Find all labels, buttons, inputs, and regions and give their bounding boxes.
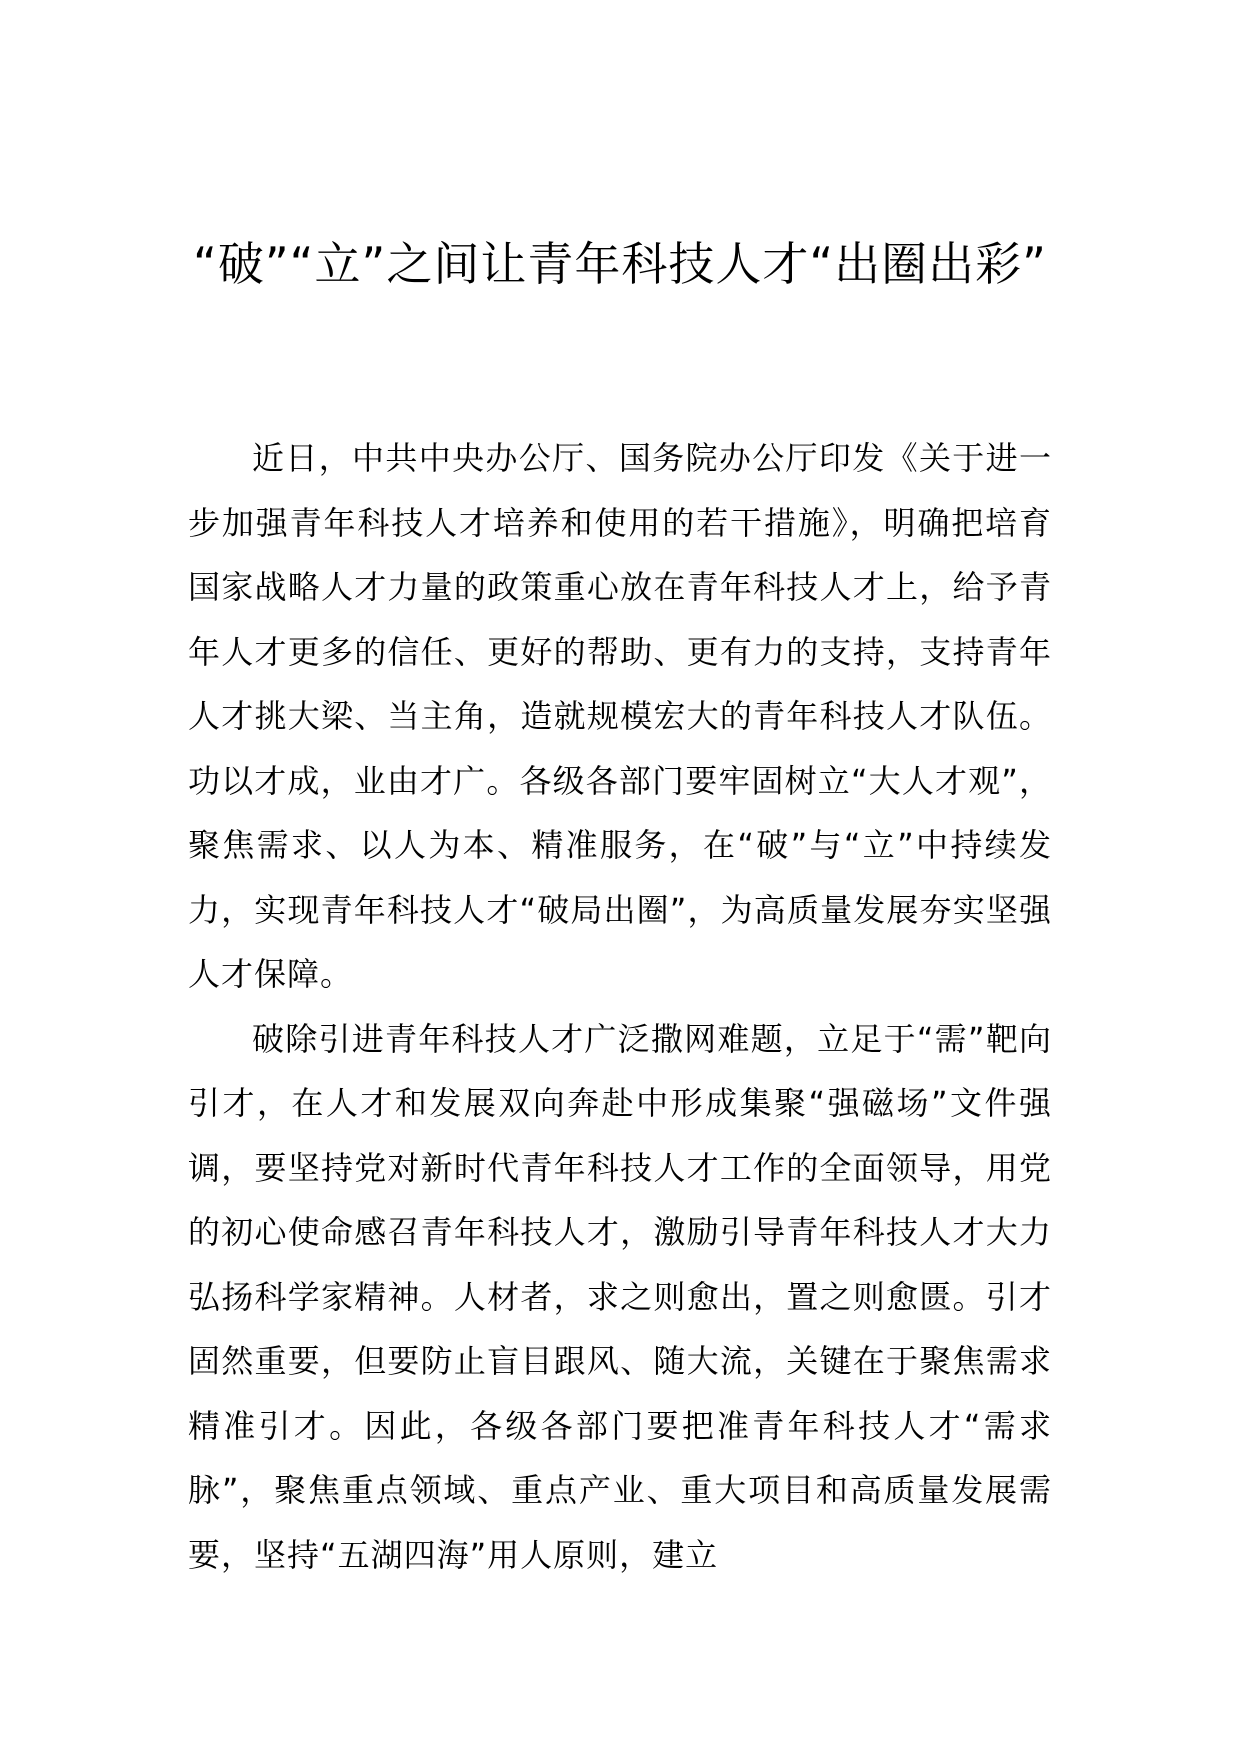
document-title: “破”“立”之间让青年科技人才“出圈出彩” xyxy=(193,237,1047,291)
paragraph-2: 破除引进青年科技人才广泛撒网难题，立足于“需”靶向引才，在人才和发展双向奔赴中形成集聚“强磁场”文件强调，要坚持党对新时代青年科技人才工作的全面领导，用党的初心使命感召青年科技人才，激励引导青年科技人才大力弘扬科学家精神。人材者，求之则愈出，置之则愈匮。引才固然重要，但要防止盲目跟风、随大流，关键在于聚焦需求精准引才。因此，各级各部门要把准青年科技人才“需求脉”，聚焦重点领域、重点产业、重大项目和高质量发展需要，坚持“五湖四海”用人原则，建立 xyxy=(188,1019,1052,1574)
document-body xyxy=(188,426,1052,1587)
paragraph-1: 近日，中共中央办公厅、国务院办公厅印发《关于进一步加强青年科技人才培养和使用的若干措施》，明确把培育国家战略人才力量的政策重心放在青年科技人才上，给予青年人才更多的信任、更好的帮助、更有力的支持，支持青年人才挑大梁、当主角，造就规模宏大的青年科技人才队伍。功以才成，业由才广。各级各部门要牢固树立“大人才观”，聚焦需求、以人为本、精准服务，在“破”与“立”中持续发力，实现青年科技人才“破局出圈”，为高质量发展夯实坚强人才保障。 xyxy=(188,439,1052,993)
